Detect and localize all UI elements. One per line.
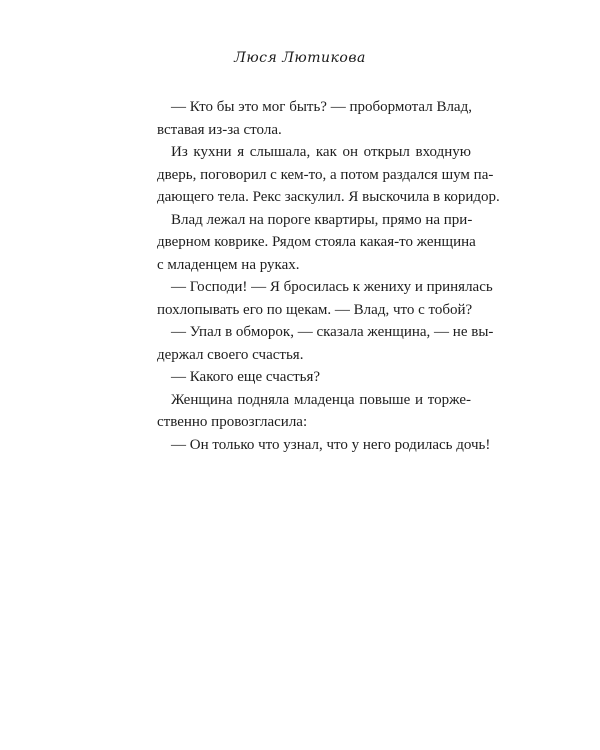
text-line: Из кухни я слышала, как он открыл входную bbox=[171, 144, 471, 160]
text-line: — Кто бы это мог быть? — пробормотал Влад, bbox=[171, 99, 472, 115]
text-line: дверь, поговорил с кем-то, а потом раздался шум па- bbox=[157, 166, 494, 183]
text-line: Влад лежал на пороге квартиры, прямо на при- bbox=[171, 211, 473, 228]
text-line: похлопывать его по щекам. — Влад, что с тобой? bbox=[157, 301, 473, 318]
text-line: держал своего счастья. bbox=[157, 346, 304, 363]
text-line: — Он только что узнал, что у него родилась дочь! bbox=[171, 436, 491, 453]
text-line: — Упал в обморок, — сказала женщина, — не вы- bbox=[171, 324, 494, 340]
body-text bbox=[157, 96, 500, 456]
text-line: ственно провозгласила: bbox=[157, 414, 308, 430]
text-line: вставая из-за стола. bbox=[157, 121, 282, 138]
text-line: Женщина подняла младенца повыше и торже- bbox=[171, 391, 471, 408]
text-line: — Господи! — Я бросилась к жениху и принялась bbox=[171, 279, 493, 295]
text-line: дающего тела. Рекс заскулил. Я выскочила в коридор. bbox=[157, 189, 500, 205]
text-line: — Какого еще счастья? bbox=[171, 369, 321, 385]
text-line: с младенцем на руках. bbox=[157, 256, 300, 273]
text-line: дверном коврике. Рядом стояла какая-то женщина bbox=[157, 234, 476, 250]
running-head-author: Люся Лютикова bbox=[234, 50, 366, 66]
